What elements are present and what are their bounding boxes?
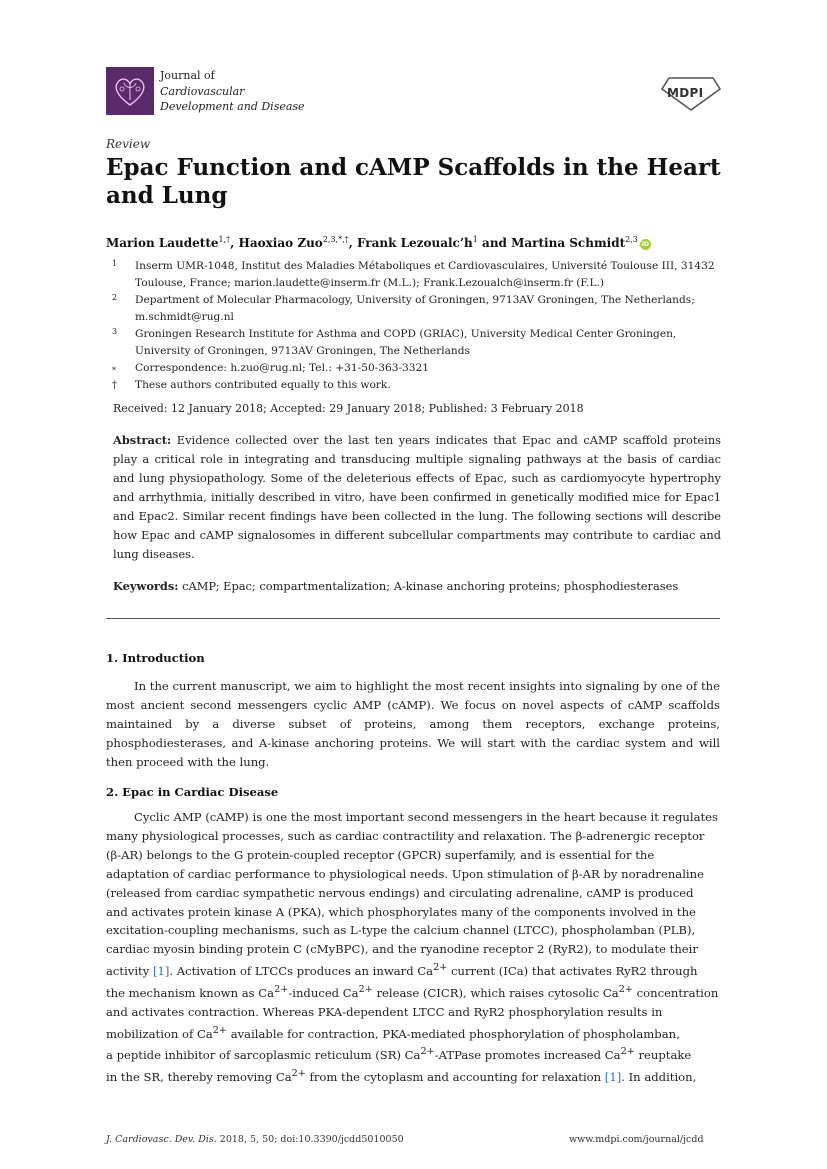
paragraph-line: [106, 1043, 720, 1065]
author-separator: ,: [348, 236, 357, 250]
footer-citation: [106, 1134, 404, 1145]
charge-superscript: 2+: [433, 962, 448, 974]
text-run: -ATPase promotes increased Ca: [434, 1048, 621, 1063]
section-heading: 1. Introduction: [106, 651, 205, 665]
equal-contribution-text: These authors contributed equally to this work.: [135, 379, 391, 391]
citation-link[interactable]: [1]: [152, 964, 170, 979]
text-run: mobilization of Ca: [106, 1026, 213, 1041]
charge-superscript: 2+: [620, 1046, 635, 1058]
paragraph-line: (β-AR) belongs to the G protein-coupled receptor (GPCR) superfamily, and is essential for the: [106, 847, 655, 862]
paragraph-line: [106, 1065, 720, 1087]
author-name[interactable]: Marion Laudette: [106, 236, 219, 250]
correspondence-text: Correspondence: h.zuo@rug.nl; Tel.: +31-50-363-3321: [135, 362, 430, 374]
paragraph-line: adaptation of cardiac performance to physiological needs. Upon stimulation of β-AR by noradrenaline: [106, 866, 704, 881]
section-divider: [106, 618, 720, 619]
journal-logo: [106, 67, 154, 115]
paragraph-line: (released from cardiac sympathetic nervous endings) and circulating adrenaline, cAMP is produced: [106, 885, 694, 900]
author-affiliation-mark: 2,3,*,†: [322, 235, 349, 244]
footer-journal-abbr: J. Cardiovasc. Dev. Dis.: [106, 1134, 217, 1145]
abstract: [113, 431, 721, 564]
section-heading: 2. Epac in Cardiac Disease: [106, 785, 279, 799]
publication-dates: Received: 12 January 2018; Accepted: 29 January 2018; Published: 3 February 2018: [113, 402, 584, 415]
affiliation-mark: 2: [112, 293, 118, 302]
author-separator: ,: [230, 236, 239, 250]
journal-name-line1: Journal of: [160, 69, 215, 82]
paragraph-line: many physiological processes, such as cardiac contractility and relaxation. The β-adrenergic receptor: [106, 828, 705, 843]
text-run: reuptake: [634, 1048, 692, 1063]
journal-name: [160, 68, 305, 115]
orcid-icon[interactable]: iD: [641, 241, 649, 248]
author-name[interactable]: Frank Lezoualc’h: [356, 236, 473, 250]
heart-icon: [106, 67, 154, 115]
keywords-text: cAMP; Epac; compartmentalization; A-kinase anchoring proteins; phosphodiesterases: [182, 579, 679, 593]
text-run: available for contraction, PKA-mediated phosphorylation of phospholamban,: [227, 1026, 680, 1041]
text-run: the mechanism known as Ca: [106, 985, 275, 1000]
author-affiliation-mark: 2,3: [625, 235, 638, 244]
paragraph-line: Cyclic AMP (cAMP) is one the most important second messengers in the heart because it regulates: [134, 810, 718, 824]
footer-url[interactable]: www.mdpi.com/journal/jcdd: [569, 1134, 704, 1145]
paragraph-line: cardiac myosin binding protein C (cMyBPC), and the ryanodine receptor 2 (RyR2), to modulate their: [106, 942, 698, 957]
paragraph-line: excitation-coupling mechanisms, such as L-type the calcium channel (LTCC), phospholamban (PLB),: [106, 923, 696, 938]
text-run: -induced Ca: [288, 985, 359, 1000]
author-list: [106, 235, 651, 250]
charge-superscript: 2+: [618, 984, 633, 996]
publisher-logo: [661, 77, 721, 111]
affiliation-mark: 1: [112, 259, 118, 268]
text-run: current (ICa) that activates RyR2 through: [447, 964, 698, 979]
affiliation-text: Inserm UMR-1048, Institut des Maladies Métaboliques et Cardiovasculaires, Université Toulouse III, 31432 Toulouse, France; marion.laudette@inserm.fr (M.L.); Frank.Lezoualch@inserm.fr (F.L.): [135, 260, 715, 289]
footer-citation-text: 2018, 5, 50; doi:10.3390/jcdd5010050: [216, 1134, 404, 1145]
charge-superscript: 2+: [212, 1024, 228, 1036]
author-affiliation-mark: 1,†: [218, 235, 231, 244]
abstract-label: Abstract:: [113, 433, 172, 447]
charge-superscript: 2+: [291, 1068, 306, 1080]
paragraph-line: [106, 981, 720, 1003]
author-name[interactable]: Martina Schmidt: [511, 236, 626, 250]
section-paragraph: In the current manuscript, we aim to highlight the most recent insights into signaling by one of the most ancient second messengers cyclic AMP (cAMP). We focus on novel aspects of cAMP scaffolds maintained by a diverse subset of proteins, among them receptors, exchange proteins, phosphodiesterases, and A-kinase anchoring proteins. We will start with the cardiac system and will then proceed with the lung.: [106, 679, 720, 769]
text-run: . Activation of LTCCs produces an inward Ca: [169, 964, 434, 979]
affiliation-text: Department of Molecular Pharmacology, University of Groningen, 9713AV Groningen, The Netherlands; m.schmidt@rug.nl: [135, 294, 695, 323]
text-run: a peptide inhibitor of sarcoplasmic reticulum (SR) Ca: [106, 1048, 421, 1063]
affiliation-mark: *: [112, 366, 116, 375]
text-run: activity: [106, 964, 153, 979]
paragraph-line: and activates contraction. Whereas PKA-dependent LTCC and RyR2 phosphorylation results in: [106, 1004, 663, 1019]
paragraph-line: and activates protein kinase A (PKA), which phosphorylates many of the components involved in the: [106, 904, 696, 919]
author-affiliation-mark: 1: [472, 235, 478, 244]
keywords: [113, 579, 678, 593]
author-name[interactable]: Haoxiao Zuo: [238, 236, 323, 250]
text-run: . In addition,: [621, 1070, 697, 1085]
section-paragraph: [106, 808, 720, 1087]
text-run: from the cytoplasm and accounting for relaxation: [305, 1070, 605, 1085]
text-run: in the SR, thereby removing Ca: [106, 1070, 292, 1085]
text-run: concentration: [632, 985, 719, 1000]
charge-superscript: 2+: [274, 984, 289, 996]
text-run: release (CICR), which raises cytosolic Ca: [372, 985, 619, 1000]
article-type: Review: [106, 137, 151, 151]
paragraph-line: [106, 959, 720, 981]
charge-superscript: 2+: [358, 984, 373, 996]
abstract-text: Evidence collected over the last ten years indicates that Epac and cAMP scaffold proteins play a critical role in integrating and transducing multiple signaling pathways at the basis of cardiac and lung physiopathology. Some of the deleterious effects of Epac, such as cardiomyocyte hypertrophy and arrhythmia, initially described in vitro, have been confirmed in genetically modified mice for Epac1 and Epac2. Similar recent findings have been collected in the lung. The following sections will describe how Epac and cAMP signalosomes in different subcellular compartments may contribute to cardiac and lung diseases.: [113, 433, 721, 561]
keywords-label: Keywords:: [113, 579, 179, 593]
publisher-logo-text: MDPI: [667, 86, 704, 100]
affiliation-text: Groningen Research Institute for Asthma and COPD (GRIAC), University Medical Center Groningen, University of Groningen, 9713AV Groningen, The Netherlands: [135, 328, 677, 357]
author-separator: and: [477, 236, 512, 250]
affiliation-mark: †: [112, 380, 117, 391]
citation-link[interactable]: [1]: [604, 1070, 622, 1085]
paragraph-line: [106, 1022, 720, 1044]
journal-name-line2: Cardiovascular: [160, 84, 245, 98]
affiliation-mark: 3: [112, 327, 118, 336]
charge-superscript: 2+: [420, 1046, 435, 1058]
journal-name-line3: Development and Disease: [160, 100, 305, 113]
article-title: Epac Function and cAMP Scaffolds in the Heart and Lung: [106, 154, 721, 209]
